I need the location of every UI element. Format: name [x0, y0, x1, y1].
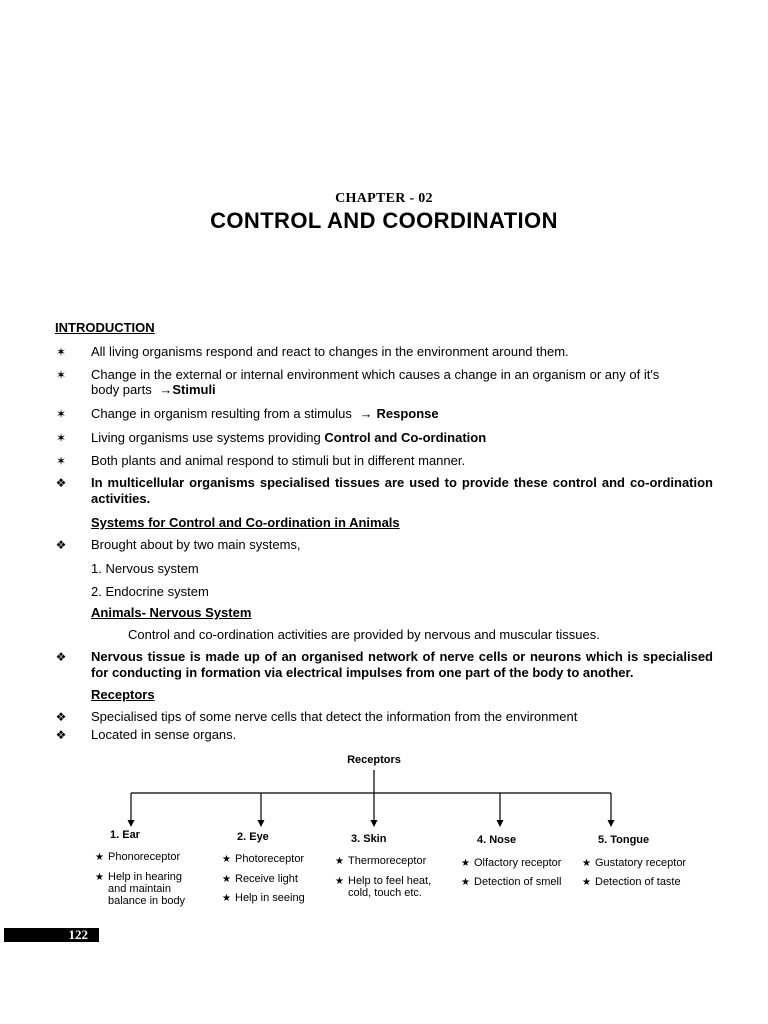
diagram-branch-label: 2. Eye [237, 831, 269, 843]
intro-paragraph-1: All living organisms respond and react to changes in the environment around them. [91, 344, 569, 359]
star-bullet-icon: ✶ [55, 431, 67, 445]
diagram-item-text: Help in seeing [235, 892, 305, 904]
intro-paragraph-3 [91, 406, 716, 422]
right-arrow-icon: → [159, 382, 173, 397]
arrow-head-icon [497, 820, 504, 827]
diagram-item-text: and maintain [108, 883, 171, 895]
star-bullet-icon: ★ [582, 877, 591, 888]
receptor-diagram [0, 748, 768, 928]
star-bullet-icon: ✶ [55, 368, 67, 382]
intro-paragraph-6: In multicellular organisms specialised tissues are used to provide these control and co-ordination activities. [91, 475, 713, 506]
diamond-bullet-icon: ❖ [55, 728, 67, 742]
right-arrow-icon: → [359, 406, 373, 421]
systems-paragraph: Brought about by two main systems, [91, 537, 301, 552]
star-bullet-icon: ★ [95, 852, 104, 863]
page-number: 122 [68, 927, 88, 942]
nervous-paragraph-2: Nervous tissue is made up of an organised network of nerve cells or neurons which is specialised for conducting in formation via electrical impulses from one part of the body to another. [91, 649, 713, 680]
diagram-item-text: balance in body [108, 895, 186, 907]
page-title: CONTROL AND COORDINATION [210, 208, 558, 233]
arrow-head-icon [128, 820, 135, 827]
star-bullet-icon: ✶ [55, 454, 67, 468]
response-term: Response [376, 406, 439, 421]
diagram-item-text: Photoreceptor [235, 853, 305, 865]
diamond-bullet-icon: ❖ [55, 538, 67, 552]
diagram-item-text: Detection of taste [595, 876, 681, 888]
diagram-branch-label: 5. Tongue [598, 834, 650, 846]
arrow-head-icon [258, 820, 265, 827]
control-coordination-term: Control and Co-ordination [324, 430, 487, 445]
receptors-paragraph-1: Specialised tips of some nerve cells that detect the information from the environment [91, 709, 578, 724]
star-bullet-icon: ★ [335, 876, 344, 887]
star-bullet-icon: ★ [222, 854, 231, 865]
star-bullet-icon: ✶ [55, 345, 67, 359]
star-bullet-icon: ★ [222, 893, 231, 904]
arrow-head-icon [371, 820, 378, 827]
intro-paragraph-4-text: Living organisms use systems providing [91, 430, 321, 445]
star-bullet-icon: ★ [222, 874, 231, 885]
nervous-paragraph-1: Control and co-ordination activities are provided by nervous and muscular tissues. [128, 627, 600, 642]
diagram-branch-label: 1. Ear [110, 829, 140, 841]
diagram-branch-label: 4. Nose [477, 834, 517, 846]
star-bullet-icon: ★ [335, 856, 344, 867]
diagram-item-text: Receive light [235, 873, 298, 885]
intro-paragraph-4 [91, 430, 716, 446]
star-bullet-icon: ★ [582, 858, 591, 869]
diagram-item-text: Gustatory receptor [595, 857, 687, 869]
diagram-branch-label: 3. Skin [351, 833, 387, 845]
list-item-endocrine-system: 2. Endocrine system [91, 584, 209, 599]
diagram-item-text: cold, touch etc. [348, 887, 422, 899]
diamond-bullet-icon: ❖ [55, 710, 67, 724]
diamond-bullet-icon: ❖ [55, 476, 67, 490]
chapter-label: CHAPTER - 02 [335, 191, 433, 206]
star-bullet-icon: ★ [461, 858, 470, 869]
receptors-paragraph-2: Located in sense organs. [91, 727, 237, 742]
stimuli-term: Stimuli [172, 382, 216, 397]
diagram-item-text: Phonoreceptor [108, 851, 181, 863]
diagram-root-label: Receptors [347, 754, 401, 766]
star-bullet-icon: ★ [461, 877, 470, 888]
introduction-heading: INTRODUCTION [55, 320, 155, 335]
diagram-item-text: Olfactory receptor [474, 857, 562, 869]
systems-heading: Systems for Control and Co-ordination in Animals [91, 515, 400, 530]
intro-paragraph-2-line-2 [91, 382, 716, 398]
star-bullet-icon: ★ [95, 872, 104, 883]
receptors-heading: Receptors [91, 687, 155, 702]
star-bullet-icon: ✶ [55, 407, 67, 421]
diagram-item-text: Thermoreceptor [348, 855, 427, 867]
intro-paragraph-2-line-1: Change in the external or internal environment which causes a change in an organism or any of it's [91, 367, 660, 382]
diagram-item-text: Help to feel heat, [348, 875, 432, 887]
nervous-system-heading: Animals- Nervous System [91, 605, 252, 620]
intro-paragraph-2-text: body parts [91, 382, 152, 397]
diamond-bullet-icon: ❖ [55, 650, 67, 664]
list-item-nervous-system: 1. Nervous system [91, 561, 199, 576]
intro-paragraph-3-text: Change in organism resulting from a stimulus [91, 406, 352, 421]
diagram-item-text: Help in hearing [108, 871, 182, 883]
diagram-item-text: Detection of smell [474, 876, 562, 888]
intro-paragraph-5: Both plants and animal respond to stimuli but in different manner. [91, 453, 466, 468]
arrow-head-icon [608, 820, 615, 827]
